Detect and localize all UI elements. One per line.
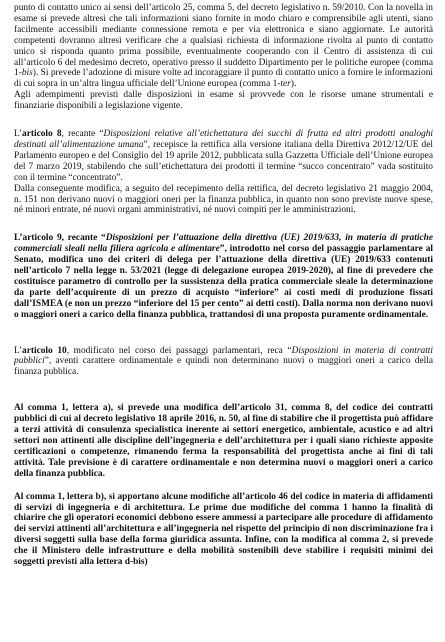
text-run: , recante “ (61, 129, 104, 140)
paragraph-4-articolo-9 (14, 233, 433, 320)
text-run: L’articolo 9, recante “ (14, 233, 106, 244)
text-run: L’ (14, 129, 22, 140)
text-run: articolo 8 (22, 129, 62, 140)
paragraph-3 (14, 184, 433, 217)
text-run: ”, aventi carattere ordinamentale e quindi non determinano nuovi o maggiori oneri a carico della finanza pubblica. (14, 356, 433, 378)
text-run: punto di contatto unico ai sensi dell’articolo 25, comma 5, del decreto legislativo n. 59/2010. Con la novella in esame si prevede altresì che tali informazioni siano fornite in modo chiaro e comprensibile agli utenti, siano facilmente accessibili mediante connessione remota e per via elettronica e siano aggiornate. Le autorità competenti dovranno altresì verificare che a qualsiasi richiesta di informazione rivolta al punto di contatto unico si risponda quanto prima possibile, eventualmente cooperando con il Centro di assistenza di cui all’articolo 6 del medesimo decreto, operativo presso il suddetto Dipartimento per le politiche europee (comma 1- (14, 3, 433, 79)
text-run: Al comma 1, lettera b), si apportano alcune modifiche all’articolo 46 del codice in materia di affidamenti di servizi di ingegneria e di architettura. Le prime due modifiche del comma 1 hanno la finalità di chiarire che gli operatori economici debbono essere ammessi a partecipare alle procedure di affidamento dei servizi attinenti all’architettura e all’ingegneria nel rispetto del principio di non discriminazione fra i diversi soggetti sulla base della forma giuridica assunta. Infine, con la modifica al comma 2, si prevede che il Ministero delle infrastrutture e della mobilità sostenibili deve stabilire i requisiti minimi dei soggetti previsti alla lettera d-bis) (14, 491, 433, 568)
text-run: bis (21, 68, 33, 79)
text-run: ”, introdotto nel corso del passaggio parlamentare al Senato, modifica uno dei criteri di delega per l’attuazione della direttiva (UE) 2019/633 contenuti nell’articolo 7 nella legge n. 53/2021 (legge di delegazione europea 2019-2020), al fine di prevedere che costituisce parametro di controllo per la sussistenza della pratica commerciale sleale la determinazione da parte dell’acquirente di un prezzo di acquisto “inferiore” ai costi medi di produzione fissati dall’ISMEA (e non un prezzo “inferiore del 15 per cento” ai detti costi). Dalla norma non derivano nuovi o maggiori oneri a carico della finanza pubblica, trattandosi di una proposta puramente ordinamentale. (14, 244, 433, 320)
text-run: Disposizioni per l’attuazione della direttiva (UE) 2019/633, in materia di pratiche commerciali sleali nella filiera agricola e alimentare (14, 233, 433, 255)
text-run: Disposizioni in materia di contratti pubblici (14, 345, 434, 367)
paragraph-1 (14, 90, 433, 112)
paragraph-6-comma-1-lettera-a (14, 403, 433, 479)
text-run: Dalla conseguente modifica, a seguito del recepimento della rettifica, del decreto legislativo 21 maggio 2004, n. 151 non derivano nuovi o maggiori oneri per la finanza pubblica, in quanto non sono previste nuove spese, né minori entrate, né nuovi organi amministrativi, né nuovi compiti per le amministrazioni. (14, 183, 433, 216)
paragraph-7-comma-1-lettera-b (14, 492, 433, 568)
text-run: Al comma 1, lettera a), si prevede una modifica dell’articolo 31, comma 8, del codice dei contratti pubblici di cui al decreto legislativo 18 aprile 2016, n. 50, al fine di stabilire che il progettista può affidare a terzi attività di consulenza specialistica inerente ai settori energetico, ambientale, acustico e ad altri settori non attinenti alle discipline dell’ingegneria e dell’architettura per i quali siano richieste apposite certificazioni o competenze, rimanendo ferma la responsabilità del progettista anche ai fini di tali attività. Tale previsione è di carattere ordinamentale e non determina nuovi o maggiori oneri a carico della finanza pubblica. (14, 403, 433, 479)
text-run: ter (280, 79, 291, 90)
paragraph-5-articolo-10 (14, 346, 433, 379)
paragraph-2-articolo-8 (14, 129, 433, 184)
text-run: , modificato nel corso dei passaggi parlamentari, reca “ (66, 345, 292, 356)
paragraph-0 (14, 3, 433, 90)
text-run: articolo 10 (22, 345, 67, 356)
text-run: ”, recepisce la rettifica alla versione italiana della Direttiva 2012/12/UE del Parlamento europeo e del Consiglio del 19 aprile 2012, pubblicata sulla Gazzetta Ufficiale dell’Unione europea del 7 marzo 2019, stabilendo che sull’etichettatura dei prodotti il termine “succo concentrato” vada sostituito con il termine “concentrato”. (14, 139, 433, 183)
text-run: Disposizioni relative all’etichettatura dei succhi di frutta ed altri prodotti analoghi destinati all’alimentazione umana (14, 129, 433, 150)
text-run: ). Si prevede l’adozione di misure volte ad incoraggiare il punto di contatto unico a fornire le informazioni di cui sopra in un’altra lingua ufficiale dell’Unione europea (comma 1- (14, 68, 433, 90)
text-run: L’ (14, 345, 22, 356)
text-run: Agli adempimenti previsti dalle disposizioni in esame si provvede con le risorse umane strumentali e finanziarie disponibili a legislazione vigente. (14, 90, 433, 112)
text-run: ). (290, 79, 297, 90)
